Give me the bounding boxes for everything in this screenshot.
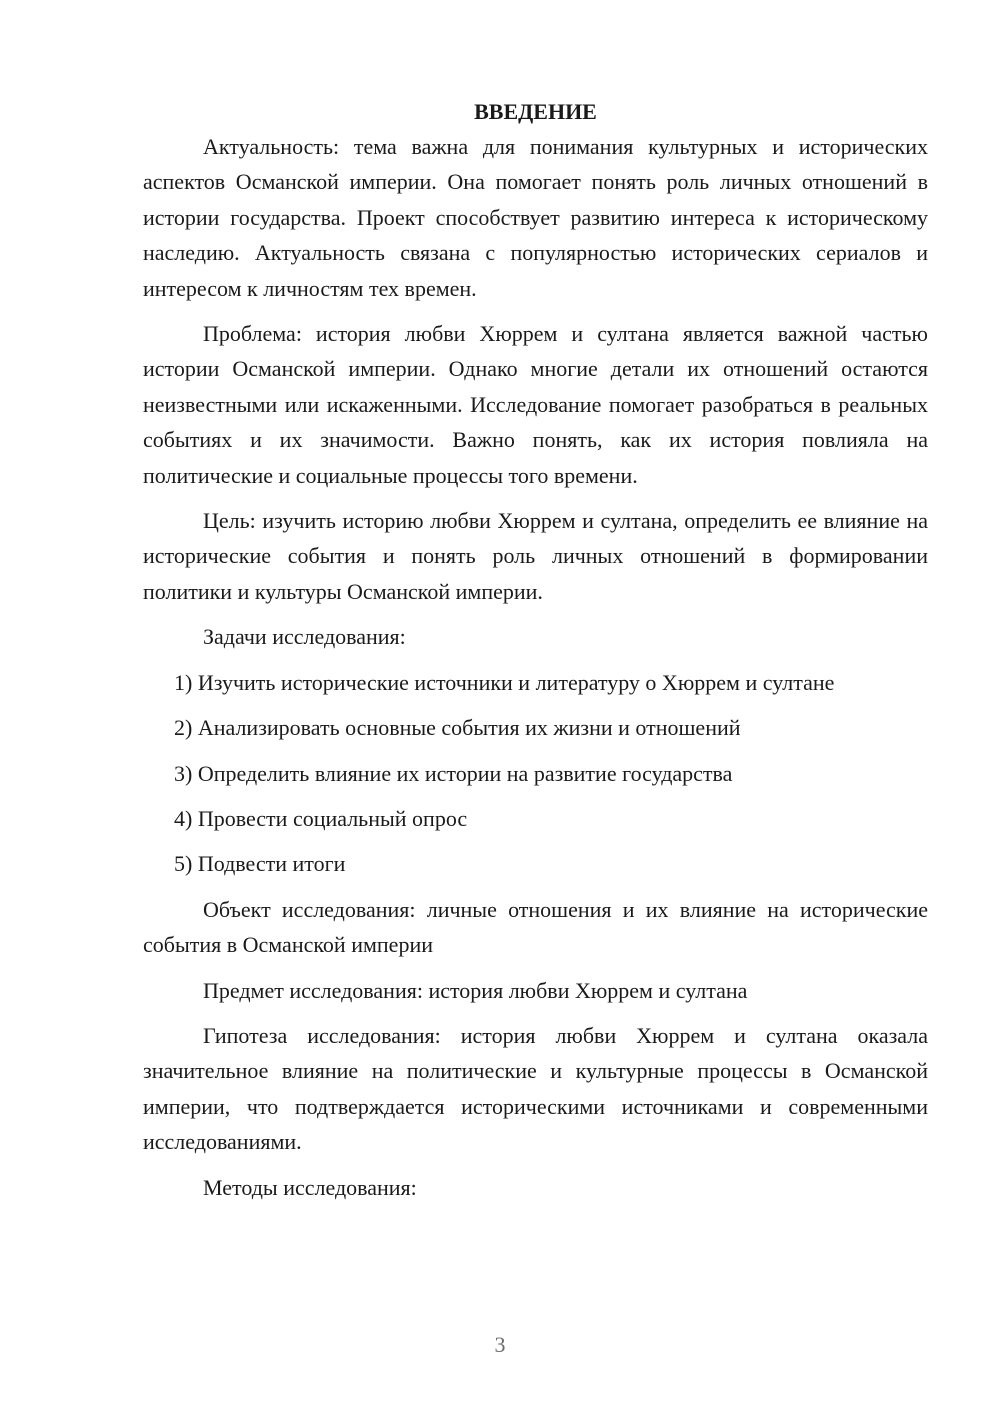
- task-item-1: 1) Изучить исторические источники и литературу о Хюррем и султане: [174, 669, 835, 695]
- task-item-4: 4) Провести социальный опрос: [174, 805, 468, 831]
- task-item-2: 2) Анализировать основные события их жизни и отношений: [174, 715, 741, 741]
- problem-paragraph: Проблема: история любви Хюррем и султана является важной частью истории Османской империи. Однако многие детали их отношений остаются неизвестными или искаженными. Исследование помогает разобраться в реальных событиях и их значимости. Важно понять, как их история повлияла на политические и социальные процессы того времени.: [143, 321, 928, 488]
- tasks-heading: Задачи исследования:: [203, 624, 406, 650]
- goal-paragraph: Цель: изучить историю любви Хюррем и султана, определить ее влияние на исторические события и понять роль личных отношений в формировании политики и культуры Османской империи.: [143, 508, 928, 604]
- page-number: 3: [494, 1332, 506, 1357]
- relevance-paragraph: Актуальность: тема важна для понимания культурных и исторических аспектов Османской империи. Она помогает понять роль личных отношений в истории государства. Проект способствует развитию интереса к историческому наследию. Актуальность связана с популярностью исторических сериалов и интересом к личностям тех времен.: [143, 134, 928, 301]
- methods-heading: Методы исследования:: [203, 1174, 417, 1200]
- page-content: [143, 94, 928, 1215]
- hypothesis-paragraph: Гипотеза исследования: история любви Хюррем и султана оказала значительное влияние на политические и культурные процессы в Османской империи, что подтверждается историческими источниками и современными исследованиями.: [143, 1022, 928, 1155]
- task-item-5: 5) Подвести итоги: [174, 851, 346, 877]
- task-item-3: 3) Определить влияние их истории на развитие государства: [174, 760, 733, 786]
- page-title: ВВЕДЕНИЕ: [474, 99, 597, 124]
- object-paragraph: Объект исследования: личные отношения и их влияние на исторические события в Османской империи: [143, 896, 928, 958]
- subject-paragraph: Предмет исследования: история любви Хюррем и султана: [203, 977, 748, 1003]
